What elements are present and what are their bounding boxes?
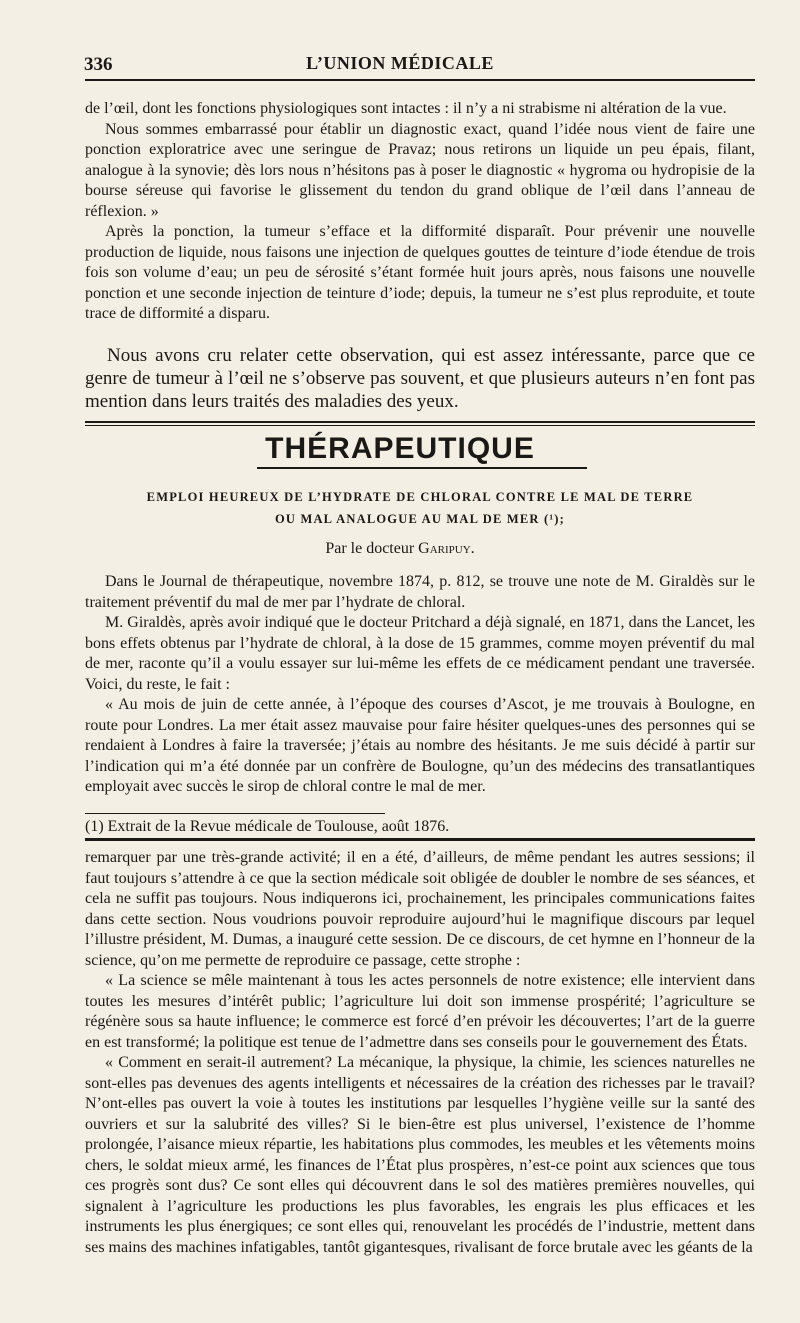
paragraph: Après la ponction, la tumeur s’efface et la difformité disparaît. Pour prévenir une nouvelle production de liquide, nous faisons une injection de quelques gouttes de teinture d’iode étendue de trois fois son volume d’eau; un peu de sérosité s’étant formée huit jours après, nous faisons une nouvelle ponction et une seconde injection de teinture d’iode; depuis, la tumeur ne s’est plus reproduite, et toute trace de difformité a disparu. xyxy=(85,223,755,322)
bottom-article xyxy=(85,848,755,1258)
paragraph: M. Giraldès, après avoir indiqué que le docteur Pritchard a déjà signalé, en 1871, dans the Lancet, les bons effets obtenus par l’hydrate de chloral, à la dose de 15 grammes, comme moyen préventif du mal de mer, raconte qu’il a voulu essayer sur lui-même les effets de ce médicament pendant une traversée. Voici, du reste, le fait : xyxy=(85,614,755,693)
article-subtitle-line1: EMPLOI HEUREUX DE L’HYDRATE DE CHLORAL CONTRE LE MAL DE TERRE xyxy=(146,490,694,504)
title-underline xyxy=(257,467,587,469)
top-article-conclusion xyxy=(85,344,755,413)
section-double-rule-top xyxy=(85,421,755,423)
paragraph: « Au mois de juin de cette année, à l’époque des courses d’Ascot, je me trouvais à Boulogne, en route pour Londres. La mer était assez mauvaise pour faire hésiter quelques-unes des personnes qui se rendaient à Londres à faire la traversée; j’étais au nombre des hésitants. Je me suis décidé à partir sur l’indication qui m’a été donnée par un confrère de Boulogne, qu’un des médecins des transatlantiques employait avec succès le sirop de chloral contre le mal de mer. xyxy=(85,696,755,795)
paragraph: Dans le Journal de thérapeutique, novembre 1874, p. 812, se trouve une note de M. Giraldès sur le traitement préventif du mal de mer par l’hydrate de chloral. xyxy=(85,573,755,611)
section-double-rule-bottom xyxy=(85,425,755,426)
paragraph: remarquer par une très-grande activité; il en a été, d’ailleurs, de même pendant les autres sessions; il faut toujours s’attendre à ce que la section médicale soit obligée de doubler le nombre de ses séances, et cela ne suffit pas toujours. Nous indiquerons ici, prochainement, les principales communications faites dans cette section. Nous voudrions pouvoir reproduire aujourd’hui le magnifique discours par lequel l’illustre président, M. Dumas, a inauguré cette session. De ce discours, de cet hymne en l’honneur de la science, qu’on me permette de reproduire ce passage, cette strophe : xyxy=(85,849,755,969)
footnote-rule xyxy=(85,813,385,814)
column-separator-rule xyxy=(85,838,755,841)
header-rule xyxy=(85,79,755,81)
page-number: 336 xyxy=(84,54,113,75)
running-title: L’UNION MÉDICALE xyxy=(306,53,494,73)
article-subtitle-line2: OU MAL ANALOGUE AU MAL DE MER (¹); xyxy=(274,512,566,526)
paragraph: « La science se mêle maintenant à tous les actes personnels de notre existence; elle intervient dans toutes les mesures d’intérêt public; l’agriculture lui doit son immense prospérité; l’agriculture se régénère sous sa haute influence; le commerce est forcé d’en prévoir les découvertes; l’art de la guerre en est transformé; la politique est tenue de l’admettre dans ses conseils pour le gouvernement des États. xyxy=(85,972,755,1051)
section-title: THÉRAPEUTIQUE xyxy=(265,432,535,465)
footnote: (1) Extrait de la Revue médicale de Toulouse, août 1876. xyxy=(85,818,450,835)
article-body xyxy=(85,572,755,798)
paragraph: « Comment en serait-il autrement? La mécanique, la physique, la chimie, les sciences naturelles ne sont-elles pas devenues des agents intelligents et nécessaires de la création des richesses par le travail? N’ont-elles pas ouvert la voie à toutes les institutions par lesquelles l’hygiène veille sur la santé des ouvriers et sur la salubrité des villes? Si le bien-être est plus universel, l’existence de l’homme prolongée, l’aisance mieux répartie, les habitations plus commodes, les meubles et les vêtements moins chers, le soldat mieux armé, les finances de l’État plus prospères, n’est-ce point aux sciences que tous ces progrès sont dus? Ce sont elles qui découvrent dans le sol des matières premières nouvelles, qui signalent à l’agriculture les productions les plus favorables, les engrais les plus efficaces et les instruments les plus énergiques; ce sont elles qui, renouvelant les procédés de l’industrie, mettent dans ses mains des machines infatigables, tantôt gigantesques, rivalisant de force brutale avec les géants de la xyxy=(85,1054,755,1256)
top-article xyxy=(85,99,755,325)
byline xyxy=(0,540,800,558)
paragraph: Nous sommes embarrassé pour établir un diagnostic exact, quand l’idée nous vient de faire une ponction exploratrice avec une seringue de Pravaz; nous retirons un liquide un peu épais, filant, analogue à la synovie; dès lors nous n’hésitons pas à poser le diagnostic « hygroma ou hydropisie de la bourse séreuse qui favorise le glissement du tendon du grand oblique de l’œil dans l’anneau de réflexion. » xyxy=(85,120,755,220)
paragraph: Nous avons cru relater cette observation, qui est assez intéressante, parce que ce genre de tumeur à l’œil ne s’observe pas souvent, et que plusieurs auteurs n’en font pas mention dans leurs traités des maladies des yeux. xyxy=(85,345,755,412)
paragraph: de l’œil, dont les fonctions physiologiques sont intactes : il n’y a ni strabisme ni altération de la vue. xyxy=(85,100,727,117)
author-name: Garipuy. xyxy=(418,540,475,557)
byline-prefix: Par le docteur xyxy=(325,540,419,557)
